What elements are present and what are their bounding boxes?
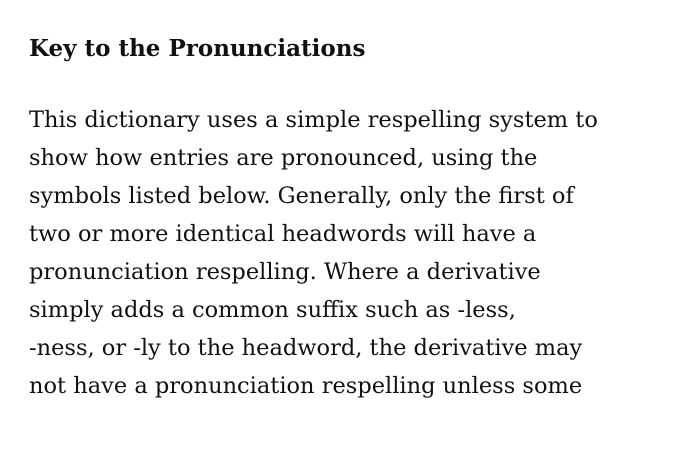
paragraph-line: simply adds a common suffix such as -less, <box>29 297 516 323</box>
paragraph-line: two or more identical headwords will have a <box>29 221 537 247</box>
paragraph-line: symbols listed below. Generally, only the first of <box>29 183 574 209</box>
paragraph-line: not have a pronunciation respelling unless some <box>29 373 583 399</box>
paragraph-line: show how entries are pronounced, using the <box>29 145 538 171</box>
document-page <box>29 30 669 405</box>
paragraph-line: pronunciation respelling. Where a derivative <box>29 259 541 285</box>
section-heading: Key to the Pronunciations <box>29 35 366 62</box>
paragraph-line: This dictionary uses a simple respelling system to <box>29 107 598 133</box>
body-paragraph <box>29 101 669 405</box>
paragraph-line: -ness, or -ly to the headword, the derivative may <box>29 335 583 361</box>
